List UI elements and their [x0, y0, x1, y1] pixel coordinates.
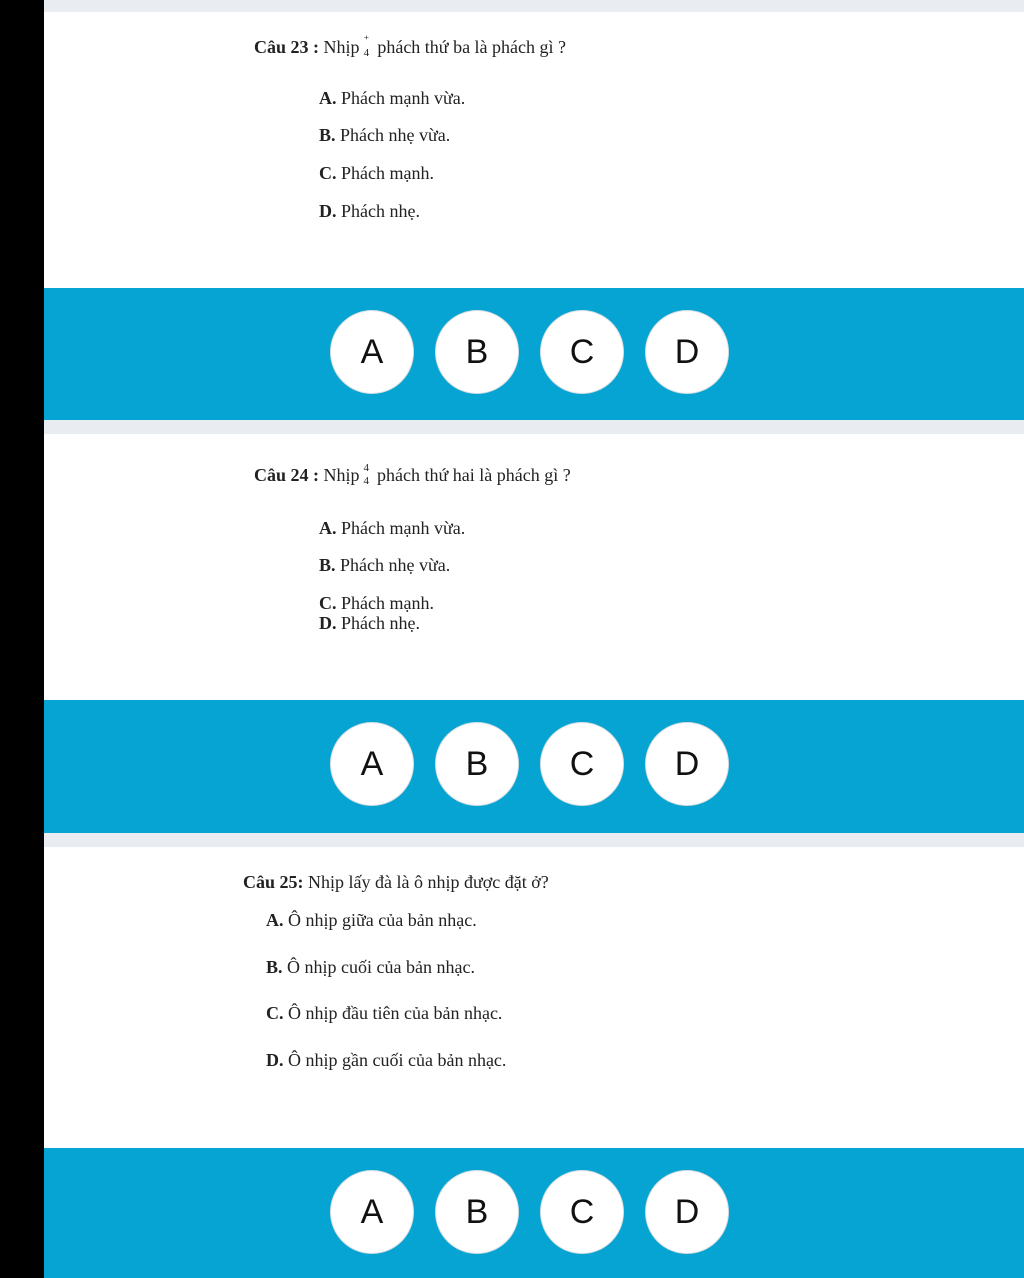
answer-a-button[interactable]: A [330, 310, 414, 394]
option-b: B. Phách nhẹ vừa. [319, 125, 451, 145]
answer-a-button[interactable]: A [330, 1170, 414, 1254]
question-prefix: Nhịp [319, 465, 360, 486]
option-d: D. Phách nhẹ. [319, 201, 420, 221]
answer-c-button[interactable]: C [540, 310, 624, 394]
option-c: C. Ô nhịp đầu tiên của bản nhạc. [266, 1003, 503, 1023]
answer-d-button[interactable]: D [645, 310, 729, 394]
question-prefix: Nhịp lấy đà là ô nhịp được đặt ở? [303, 872, 549, 892]
answer-bar-24 [44, 700, 1024, 833]
question-text [254, 464, 571, 490]
answer-d-button[interactable]: D [645, 1170, 729, 1254]
quiz-page [44, 0, 1024, 1278]
option-c: C. Phách mạnh. [319, 163, 434, 183]
answer-a-button[interactable]: A [330, 722, 414, 806]
answer-b-button[interactable]: B [435, 1170, 519, 1254]
answer-c-button[interactable]: C [540, 722, 624, 806]
question-label: Câu 23 : [254, 37, 320, 58]
question-prefix: Nhịp [319, 37, 360, 58]
question-suffix: phách thứ ba là phách gì ? [377, 37, 567, 58]
question-suffix: phách thứ hai là phách gì ? [377, 465, 571, 486]
question-card-24 [44, 434, 1024, 700]
option-b: B. Phách nhẹ vừa. [319, 555, 451, 575]
option-a: A. Phách mạnh vừa. [319, 518, 466, 538]
option-a: A. Phách mạnh vừa. [319, 88, 466, 108]
option-a: A. Ô nhịp giữa của bản nhạc. [266, 910, 477, 930]
question-label: Câu 25: [243, 872, 304, 892]
question-label: Câu 24 : [254, 465, 320, 486]
answer-bar-25 [44, 1148, 1024, 1278]
question-text [254, 36, 566, 62]
option-b: B. Ô nhịp cuối của bản nhạc. [266, 957, 475, 977]
time-signature: 4 4 [363, 462, 370, 487]
answer-d-button[interactable]: D [645, 722, 729, 806]
time-signature: ⁺ 4 [363, 34, 370, 59]
answer-b-button[interactable]: B [435, 310, 519, 394]
question-text [243, 872, 549, 893]
option-d: D. Phách nhẹ. [319, 613, 420, 633]
answer-bar-23 [44, 288, 1024, 420]
question-card-23 [44, 12, 1024, 288]
answer-b-button[interactable]: B [435, 722, 519, 806]
option-d: D. Ô nhịp gần cuối của bản nhạc. [266, 1050, 507, 1070]
answer-c-button[interactable]: C [540, 1170, 624, 1254]
question-card-25 [44, 847, 1024, 1148]
option-c: C. Phách mạnh. [319, 593, 434, 613]
